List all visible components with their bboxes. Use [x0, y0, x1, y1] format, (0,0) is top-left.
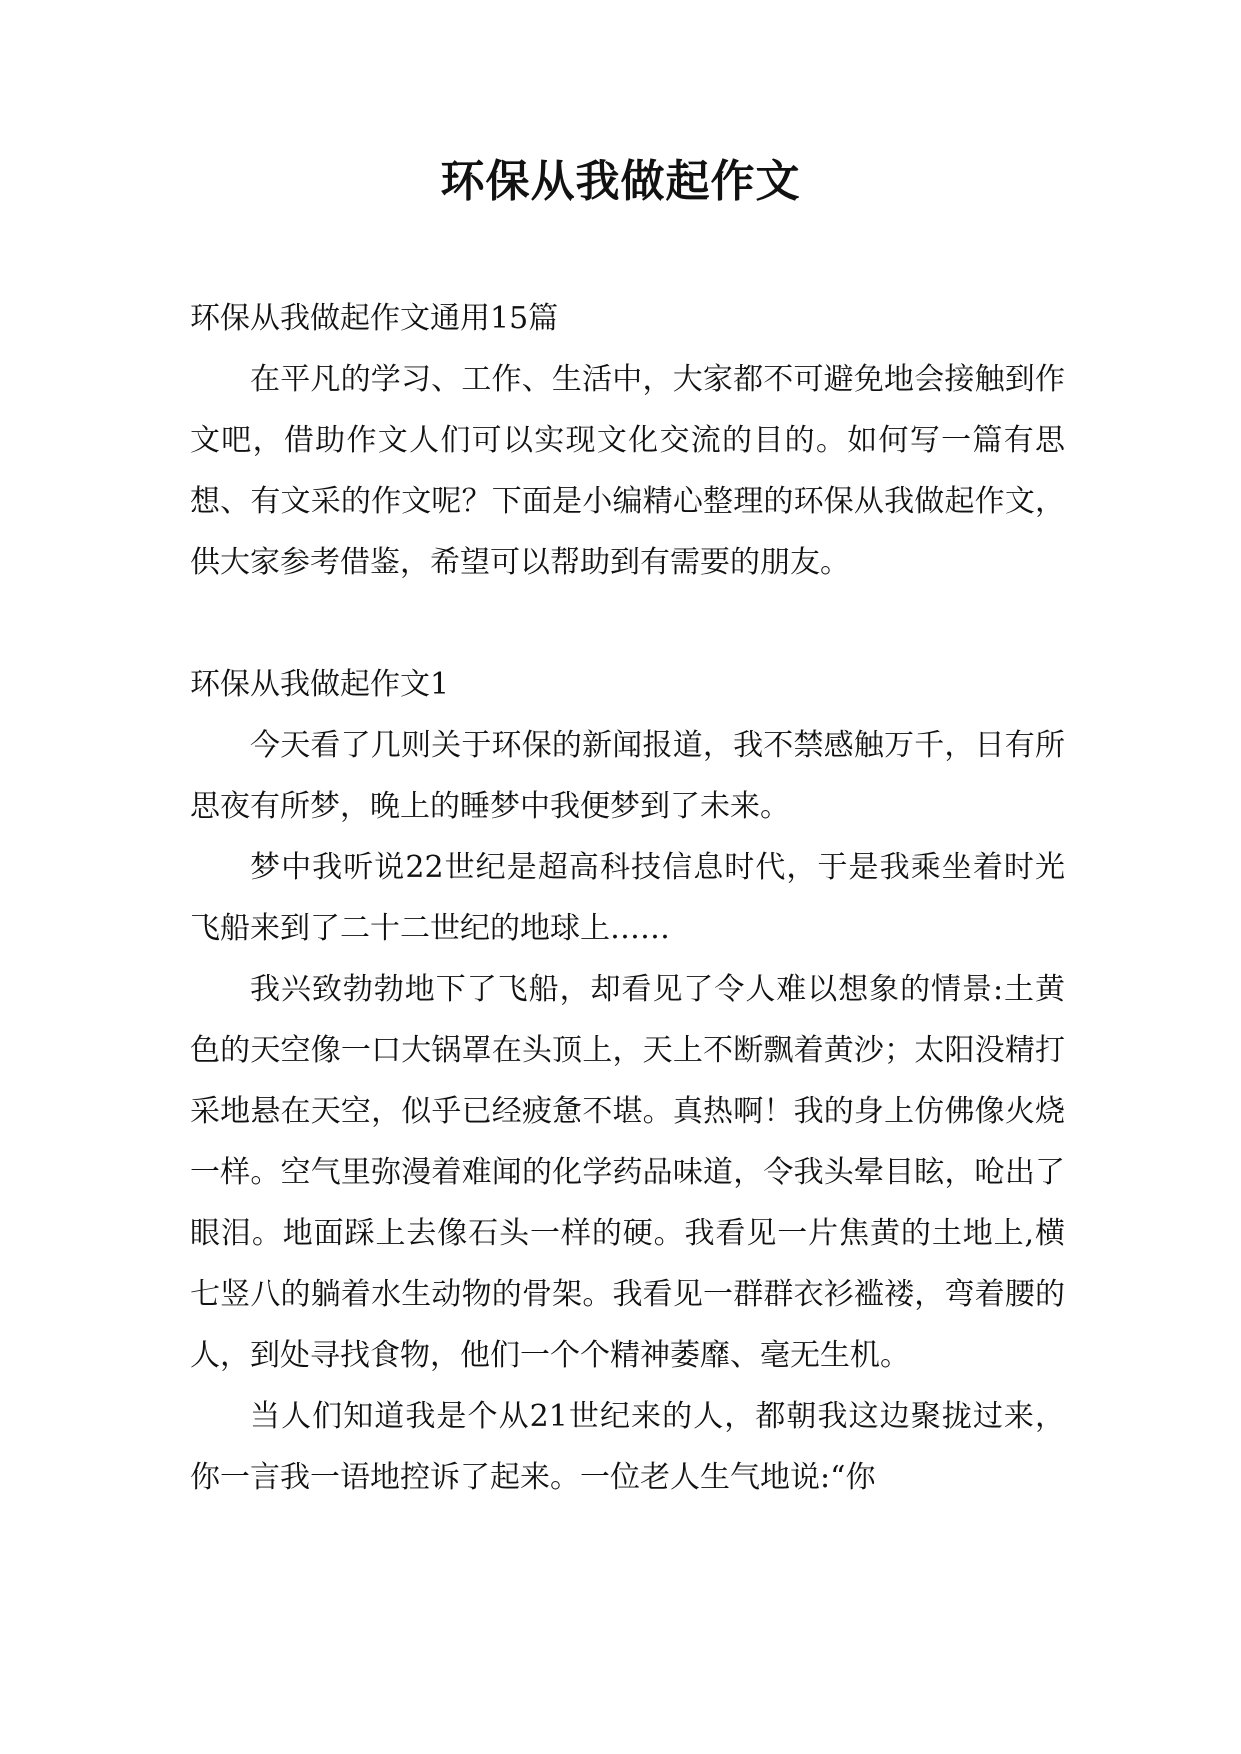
essay-paragraph: 今天看了几则关于环保的新闻报道，我不禁感触万千，日有所思夜有所梦，晚上的睡梦中我便梦到了未来。	[190, 728, 1065, 824]
section-spacer	[190, 593, 1065, 654]
essay-heading: 环保从我做起作文1	[190, 667, 450, 702]
intro-paragraph: 在平凡的学习、工作、生活中，大家都不可避免地会接触到作文吧，借助作文人们可以实现文化交流的目的。如何写一篇有思想、有文采的作文呢？下面是小编精心整理的环保从我做起作文，供大家参考借鉴，希望可以帮助到有需要的朋友。	[190, 362, 1065, 580]
essay-paragraph: 梦中我听说22世纪是超高科技信息时代，于是我乘坐着时光飞船来到了二十二世纪的地球上……	[190, 850, 1065, 946]
collection-subtitle: 环保从我做起作文通用15篇	[190, 301, 559, 336]
document-body	[190, 288, 1065, 1508]
essay-paragraph: 我兴致勃勃地下了飞船，却看见了令人难以想象的情景:土黄色的天空像一口大锅罩在头顶上，天上不断飘着黄沙；太阳没精打采地悬在天空，似乎已经疲惫不堪。真热啊！我的身上仿佛像火烧一样。空气里弥漫着难闻的化学药品味道，令我头晕目眩，呛出了眼泪。地面踩上去像石头一样的硬。我看见一片焦黄的土地上,横七竖八的躺着水生动物的骨架。我看见一群群衣衫褴褛，弯着腰的人，到处寻找食物，他们一个个精神萎靡、毫无生机。	[190, 972, 1065, 1373]
essay-paragraph: 当人们知道我是个从21世纪来的人，都朝我这边聚拢过来，你一言我一语地控诉了起来。一位老人生气地说:“你	[190, 1399, 1065, 1495]
document-title: 环保从我做起作文	[440, 156, 801, 207]
